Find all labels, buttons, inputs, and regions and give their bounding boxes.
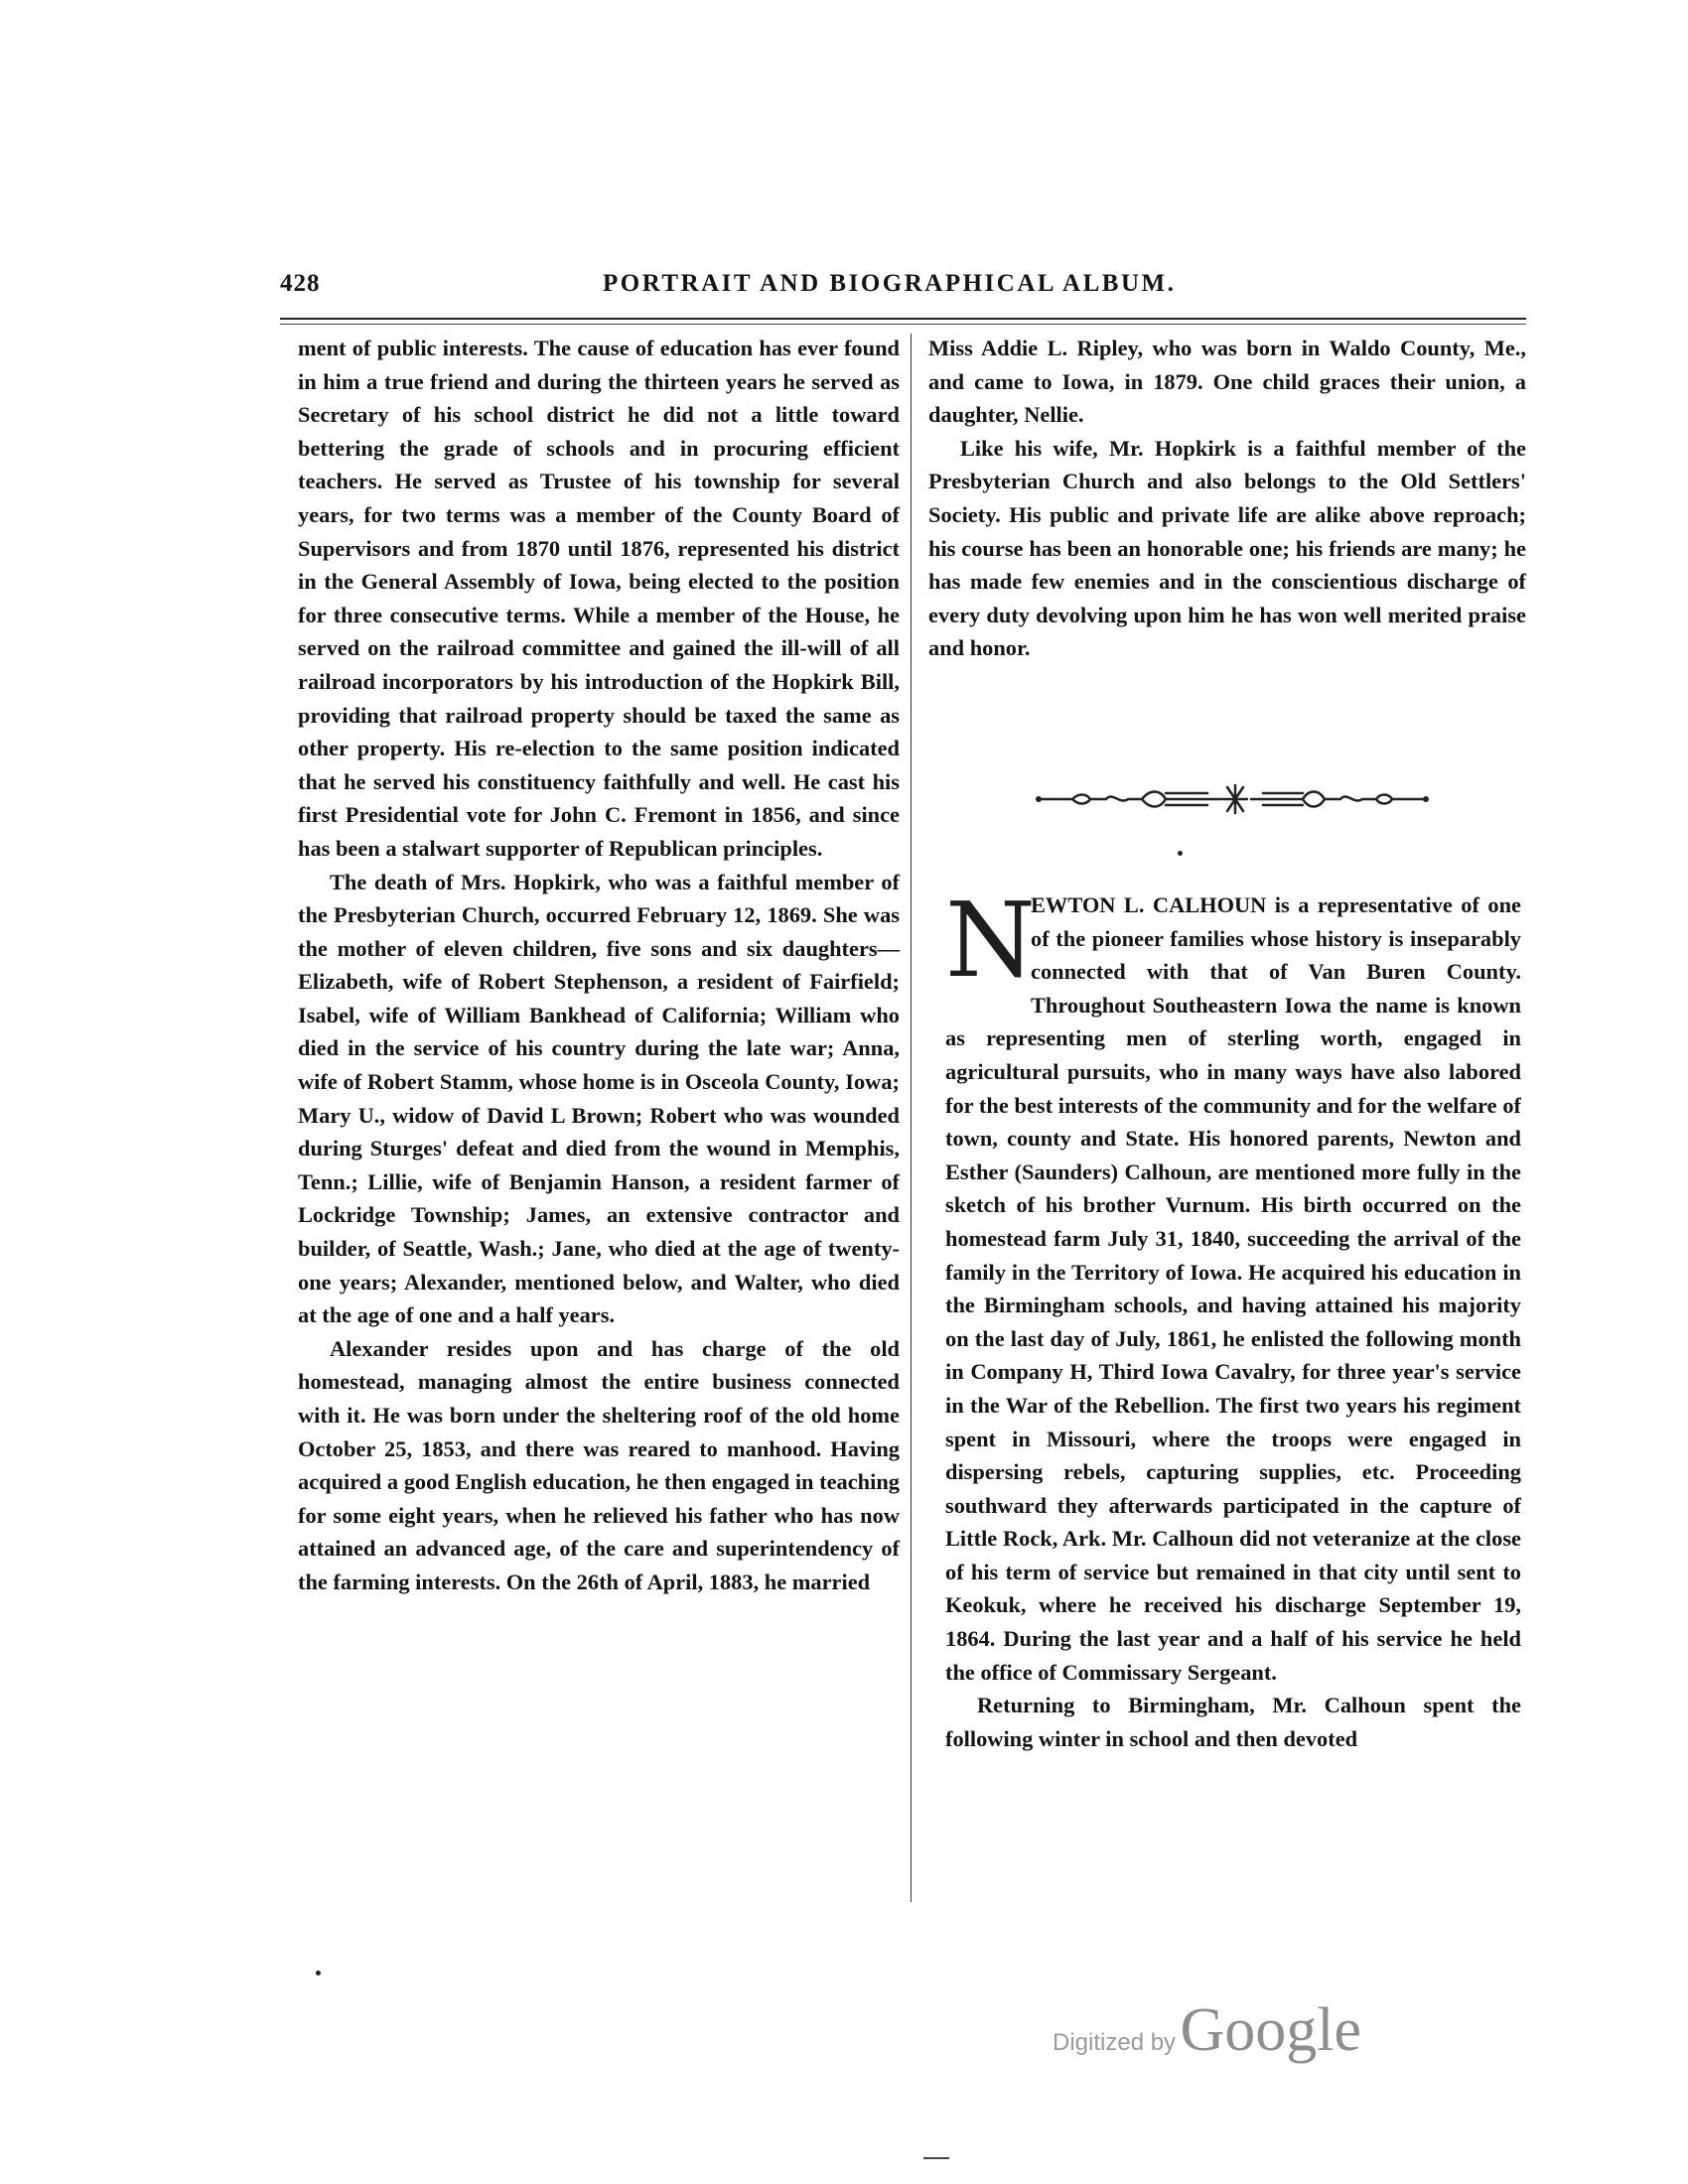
paragraph-marriage: Miss Addie L. Ripley, who was born in Waldo County, Me., and came to Iowa, in 1879. One child graces their union, a daughter, Nellie. xyxy=(928,336,1526,428)
paragraph-alexander: Alexander resides upon and has charge of the old homestead, managing almost the entire business connected with it. He was born under the sheltering roof of the old home October 25, 1853, and there was reared to manhood. Having acquired a good English education, he then engaged in teaching for some eight years, when he relieved his father who has now attained an advanced age, of the care and superintendency of the farming interests. On the 26th of April, 1883, he married xyxy=(298,1335,900,1594)
stray-dot-mark xyxy=(316,1971,321,1976)
running-title: PORTRAIT AND BIOGRAPHICAL ALBUM. xyxy=(603,270,1177,297)
header-rule-bottom xyxy=(280,324,1526,325)
biography-lead-text: EWTON L. CALHOUN is a representative of one of the pioneer families whose history is inseparably connected with that of Van Buren County. Throughout Southeastern Iowa the name is known as representing men of sterling worth, engaged in agricultural pursuits, who in many ways have also labored for the best interests of the community and for the welfare of town, county and State. His honored parents, Newton and Esther (Saunders) Calhoun, are mentioned more fully in the sketch of his brother Vurnum. His birth occurred on the homestead farm July 31, 1840, succeeding the arrival of the family in the Territory of Iowa. He acquired his education in the Birmingham schools, and having attained his majority on the last day of July, 1861, he enlisted the following month in Company H, Third Iowa Cavalry, for three year's service in the War of the Rebellion. The first two years his regiment spent in Missouri, where the troops were engaged in dispersing rebels, capturing supplies, etc. Proceeding southward they afterwards participated in the capture of Little Rock, Ark. Mr. Calhoun did not veteranize at the close of his term of service but remained in that city until sent to Keokuk, where he received his discharge September 19, 1864. During the last year and a half of his service he held the office of Commissary Sergeant. xyxy=(945,892,1521,1685)
dropcap-initial xyxy=(945,880,1036,1001)
watermark-prefix: Digitized by xyxy=(1053,2029,1177,2056)
section-ornament-divider xyxy=(1033,779,1430,819)
page-number: 428 xyxy=(280,270,321,297)
dropcap-letter: N xyxy=(945,880,1036,1001)
paragraph-mrs-hopkirk: The death of Mrs. Hopkirk, who was a faithful member of the Presbyterian Church, occurred February 12, 1869. She was the mother of eleven children, five sons and six daughters—Elizabeth, wife of Robert Stephenson, a resident of Fairfield; Isabel, wife of William Bankhead of California; William who died in the service of his country during the late war; Anna, wife of Robert Stamm, whose home is in Osceola County, Iowa; Mary U., widow of David L Brown; Robert who was wounded during Sturges' defeat and died from the wound in Memphis, Tenn.; Lillie, wife of Benjamin Hanson, a resident farmer of Lockridge Township; James, an extensive contractor and builder, of Seattle, Wash.; Jane, who died at the age of twenty-one years; Alexander, mentioned below, and Walter, who died at the age of one and a half years. xyxy=(298,869,900,1328)
paragraph-character: Like his wife, Mr. Hopkirk is a faithful member of the Presbyterian Church and also belongs to the Old Settlers' Society. His public and private life are alike above reproach; his course has been an honorable one; his friends are many; he has made few enemies and in the conscientious discharge of every duty devolving upon him he has won well merited praise and honor. xyxy=(928,435,1526,661)
biography-lead-paragraph xyxy=(945,880,1521,1689)
google-logo: Google xyxy=(1180,1996,1362,2064)
header-rule-top xyxy=(280,318,1526,320)
biography-second-paragraph: Returning to Birmingham, Mr. Calhoun spent the following winter in school and then devoted xyxy=(945,1693,1521,1751)
footer-dash-mark xyxy=(923,2157,949,2159)
left-column xyxy=(298,332,900,1599)
right-column-top xyxy=(928,332,1526,665)
ornament-dot xyxy=(1178,851,1183,856)
calhoun-biography xyxy=(945,880,1521,1755)
column-divider xyxy=(911,334,912,1902)
digitized-watermark xyxy=(1053,1995,1361,2066)
page-header xyxy=(280,270,1526,310)
paragraph-public-service: ment of public interests. The cause of education has ever found in him a true friend and during the thirteen years he served as Secretary of his school district he did not a little toward bettering the grade of schools and in procuring efficient teachers. He served as Trustee of his township for several years, for two terms was a member of the County Board of Supervisors and from 1870 until 1876, represented his district in the General Assembly of Iowa, being elected to the position for three consecutive terms. While a member of the House, he served on the railroad committee and gained the ill-will of all railroad incorporators by his introduction of the Hopkirk Bill, providing that railroad property should be taxed the same as other property. His re-election to the same position indicated that he served his constituency faithfully and well. He cast his first Presidential vote for John C. Fremont in 1856, and since has been a stalwart supporter of Republican principles. xyxy=(298,336,900,861)
